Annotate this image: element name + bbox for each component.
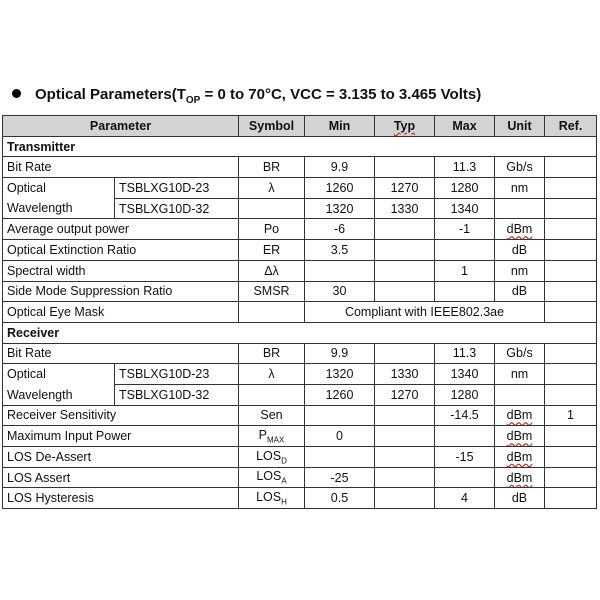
bullet-icon — [12, 89, 21, 98]
heading-prefix: Optical Parameters(T — [35, 86, 186, 103]
col-symbol: Symbol — [239, 116, 305, 137]
col-max: Max — [435, 116, 495, 137]
wavelength-label: Optical — [3, 178, 115, 199]
heading-sub: OP — [185, 95, 201, 106]
table-row: Optical Eye Mask Compliant with IEEE802.3ae — [3, 302, 597, 323]
table-row: Average output power Po -6 -1 dBm — [3, 219, 597, 240]
table-row: Optical Extinction Ratio ER 3.5 dB — [3, 240, 597, 261]
optical-parameters-table — [2, 115, 597, 509]
table-row: Optical TSBLXG10D-23 λ 1260 1270 1280 nm — [3, 178, 597, 199]
table-row: Bit Rate BR 9.9 11.3 Gb/s — [3, 157, 597, 178]
col-ref: Ref. — [545, 116, 597, 137]
col-parameter: Parameter — [3, 116, 239, 137]
section-row-receiver: Receiver — [3, 322, 597, 343]
section-row-transmitter: Transmitter — [3, 136, 597, 157]
table-row: LOS De-Assert $LOS_D$ -15 dBm — [3, 447, 597, 468]
heading-suffix: = 0 to 70°C, VCC = 3.135 to 3.465 Volts) — [200, 86, 482, 103]
table-row: Bit Rate BR 9.9 11.3 Gb/s — [3, 343, 597, 364]
table-row: Receiver Sensitivity Sen -14.5 dBm 1 — [3, 405, 597, 426]
col-typ: Typ — [375, 116, 435, 137]
table-row: Side Mode Suppression Ratio SMSR 30 dB — [3, 281, 597, 302]
table-row: Wavelength TSBLXG10D-32 1260 1270 1280 — [3, 384, 597, 405]
table-row: LOS Hysteresis $LOS_H$ 0.5 4 dB — [3, 488, 597, 509]
section-heading — [12, 86, 481, 106]
table-row: Maximum Input Power $P_{MAX}$ 0 dBm — [3, 426, 597, 447]
col-min: Min — [305, 116, 375, 137]
table-row: Spectral width Δλ 1 nm — [3, 260, 597, 281]
table-row: LOS Assert $LOS_A$ -25 dBm — [3, 467, 597, 488]
header-row — [3, 116, 597, 137]
table-row: Wavelength TSBLXG10D-32 1320 1330 1340 — [3, 198, 597, 219]
col-unit: Unit — [495, 116, 545, 137]
table-row: Optical TSBLXG10D-23 λ 1320 1330 1340 nm — [3, 364, 597, 385]
